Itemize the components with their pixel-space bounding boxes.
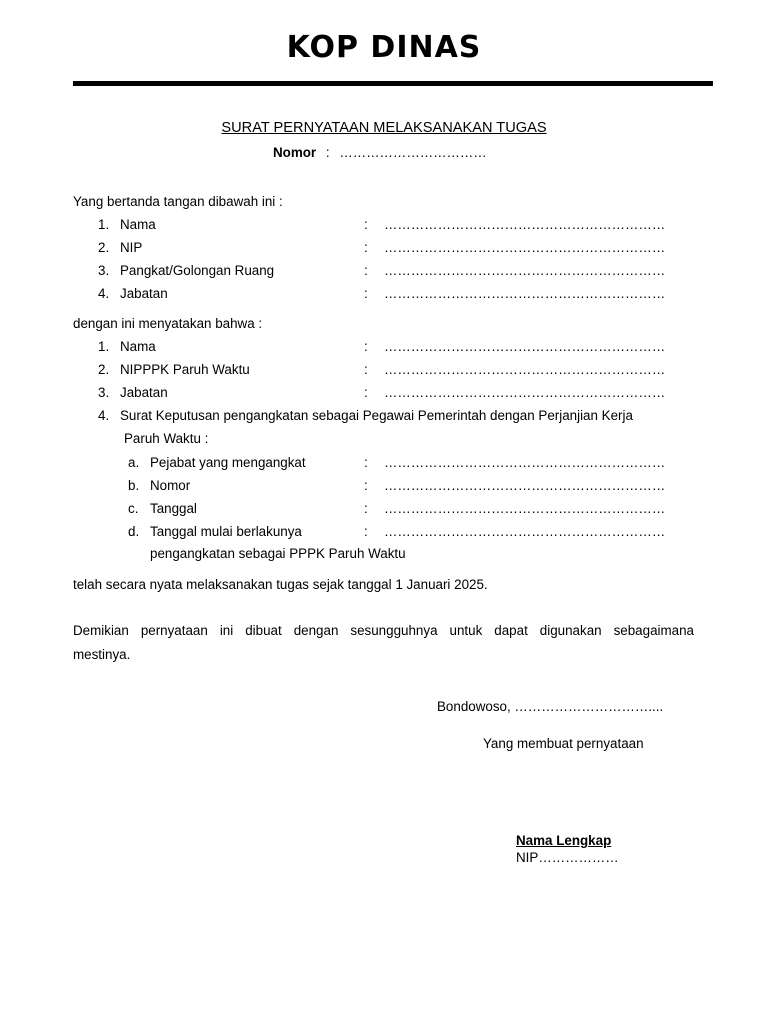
field-label-tanggal-mulai-cont: pengangkatan sebagai PPPK Paruh Waktu: [150, 546, 406, 561]
field-colon: :: [364, 455, 368, 470]
field-blank-nip[interactable]: ………………………………………………………: [384, 240, 666, 255]
field-blank-jabatan-pppk[interactable]: ………………………………………………………: [384, 385, 666, 400]
field-label-nama: Nama: [120, 339, 156, 354]
item-number: 1.: [98, 339, 110, 354]
item-number: 3.: [98, 263, 110, 278]
field-colon: :: [364, 217, 368, 232]
field-blank-pejabat[interactable]: ………………………………………………………: [384, 455, 666, 470]
item-number: 2.: [98, 362, 110, 377]
field-label-nipppk: NIPPPK Paruh Waktu: [120, 362, 250, 377]
field-label-nama: Nama: [120, 217, 156, 232]
field-label-pejabat: Pejabat yang mengangkat: [150, 455, 306, 470]
field-colon: :: [364, 478, 368, 493]
signature-maker: Yang membuat pernyataan: [483, 736, 644, 751]
field-label-tanggal: Tanggal: [150, 501, 197, 516]
signer-nip: NIP………………: [516, 850, 619, 865]
field-blank-tanggal[interactable]: ………………………………………………………: [384, 501, 666, 516]
field-colon: :: [364, 385, 368, 400]
letterhead-rule: [73, 81, 713, 86]
item-number: 4.: [98, 408, 110, 423]
field-label-tanggal-mulai: Tanggal mulai berlakunya: [150, 524, 302, 539]
field-colon: :: [364, 524, 368, 539]
nomor-label: Nomor: [273, 145, 317, 160]
section1-intro: Yang bertanda tangan dibawah ini :: [73, 194, 283, 209]
nomor-separator: :: [325, 145, 330, 160]
field-colon: :: [364, 286, 368, 301]
field-blank-nipppk[interactable]: ………………………………………………………: [384, 362, 666, 377]
section2-intro: dengan ini menyatakan bahwa :: [73, 316, 263, 331]
signer-name: Nama Lengkap: [516, 833, 612, 848]
field-label-jabatan: Jabatan: [120, 286, 168, 301]
field-label-nip: NIP: [120, 240, 143, 255]
subitem-letter: d.: [128, 524, 140, 539]
subitem-letter: c.: [128, 501, 139, 516]
field-blank-nama-pppk[interactable]: ………………………………………………………: [384, 339, 666, 354]
subitem-letter: b.: [128, 478, 140, 493]
nomor-value: ……………………………: [339, 145, 487, 160]
field-colon: :: [364, 362, 368, 377]
field-blank-nomor[interactable]: ………………………………………………………: [384, 478, 666, 493]
field-colon: :: [364, 501, 368, 516]
field-colon: :: [364, 263, 368, 278]
field-label-nomor: Nomor: [150, 478, 191, 493]
subitem-letter: a.: [128, 455, 140, 470]
field-blank-pangkat[interactable]: ………………………………………………………: [384, 263, 666, 278]
field-label-jabatan: Jabatan: [120, 385, 168, 400]
item-number: 2.: [98, 240, 110, 255]
sk-description-line2: Paruh Waktu :: [124, 431, 209, 446]
field-blank-jabatan[interactable]: ………………………………………………………: [384, 286, 666, 301]
letterhead-title: KOP DINAS: [286, 30, 482, 65]
document-number: [273, 145, 487, 160]
item-number: 3.: [98, 385, 110, 400]
field-colon: :: [364, 339, 368, 354]
sk-description-line1: Surat Keputusan pengangkatan sebagai Pegawai Pemerintah dengan Perjanjian Kerja: [120, 408, 633, 423]
closing-line1: Demikian pernyataan ini dibuat dengan sesungguhnya untuk dapat digunakan sebagaimana: [73, 623, 694, 638]
item-number: 4.: [98, 286, 110, 301]
field-blank-nama[interactable]: ………………………………………………………: [384, 217, 666, 232]
field-label-pangkat: Pangkat/Golongan Ruang: [120, 263, 275, 278]
signature-place-date: Bondowoso, …………………………....: [437, 699, 664, 714]
closing-line2: mestinya.: [73, 647, 131, 662]
field-colon: :: [364, 240, 368, 255]
statement-text: telah secara nyata melaksanakan tugas sejak tanggal 1 Januari 2025.: [73, 577, 488, 592]
item-number: 1.: [98, 217, 110, 232]
field-blank-tanggal-mulai[interactable]: ………………………………………………………: [384, 524, 666, 539]
document-title: SURAT PERNYATAAN MELAKSANAKAN TUGAS: [221, 120, 547, 136]
